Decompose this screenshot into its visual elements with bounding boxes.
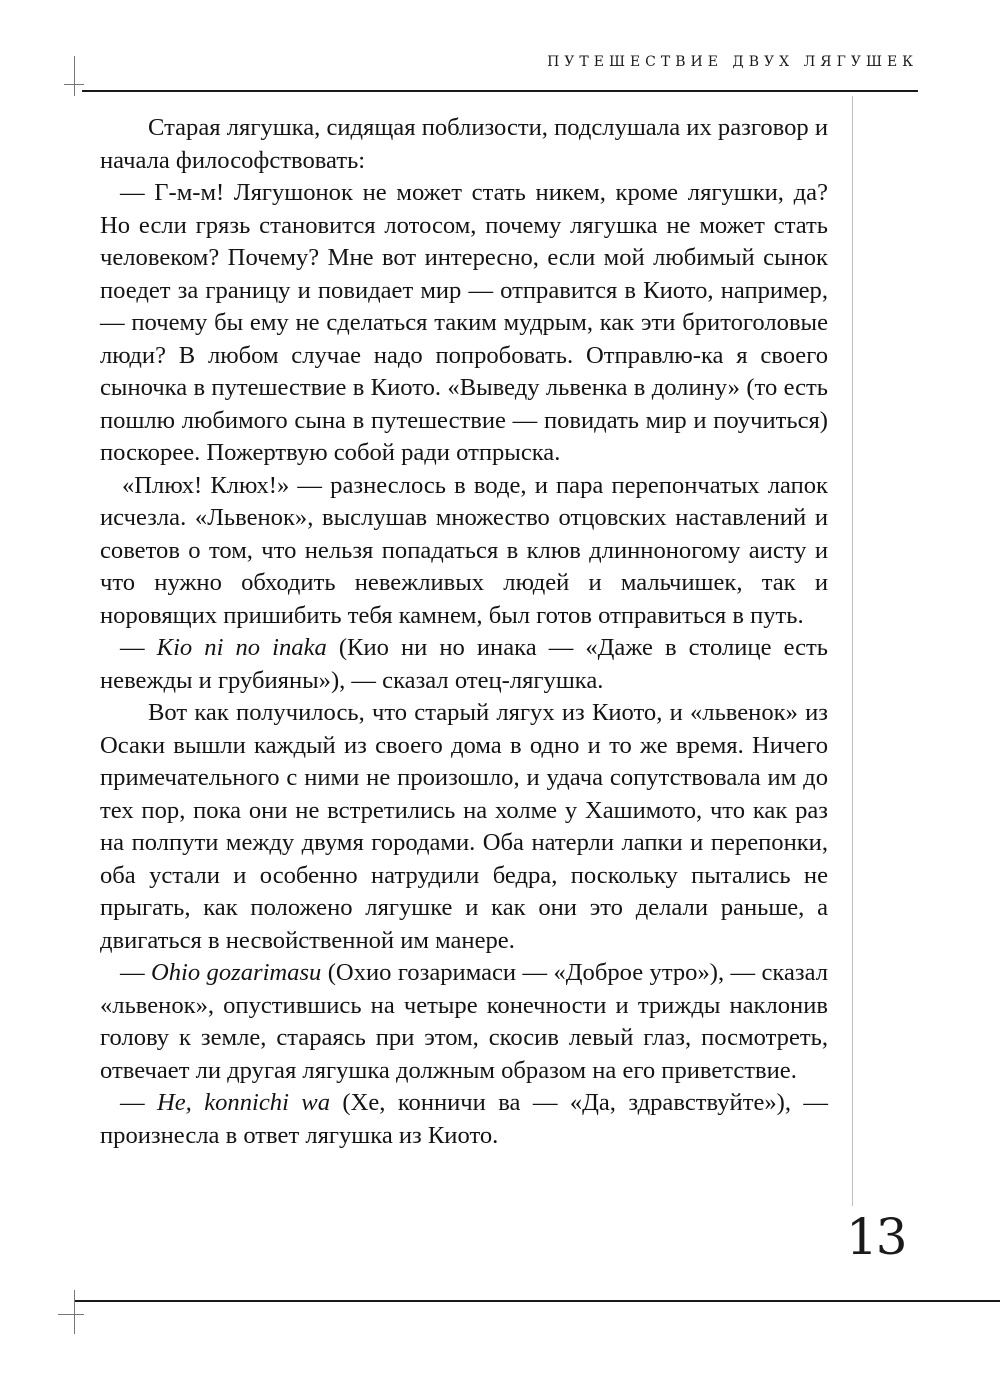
paragraph-7 (100, 1087, 828, 1152)
paragraph-4-rest: (Кио ни но инака — «Даже в столице есть невежды и грубияны»), — сказал отец-лягушка. (100, 634, 828, 694)
footer-rule (74, 1300, 1000, 1302)
paragraph-6-rest: (Охио гозаримаси — «Доброе утро»), — сказал «львенок», опустившись на четыре конечности и трижды наклонив голову к земле, стараясь при этом, скосив левый глаз, посмотреть, отвечает ли другая лягушка должным образом на его приветствие. (100, 959, 828, 1084)
paragraph-4 (100, 632, 828, 697)
paragraph-7-rest: (Хе, конничи ва — «Да, здравствуйте»), — произнесла в ответ лягушка из Киото. (100, 1089, 828, 1149)
paragraph-5: Вот как получилось, что старый лягух из Киото, и «львенок» из Осаки вышли каждый из своего дома в одно и то же время. Ничего примечательного с ними не произошло, и удача сопутствовала им до тех пор, пока они не встретились на холме у Хашимото, что как раз на полпути между двумя городами. Оба натерли лапки и перепонки, оба устали и особенно натрудили бедра, поскольку пытались не прыгать, как положено лягушке и как они это делали раньше, а двигаться в несвойственной им манере. (100, 699, 828, 954)
japanese-phrase: He, konnichi wa (157, 1089, 331, 1116)
page-number: 13 (846, 1208, 906, 1266)
body-text (100, 112, 828, 1152)
dash: — (120, 634, 157, 661)
paragraph-3: «Плюх! Клюх!» — разнеслось в воде, и пара перепончатых лапок исчезла. «Львенок», выслушав множество отцовских наставлений и советов о том, что нельзя попадаться в клюв длинноногому аисту и что нужно обходить невежливых людей и мальчишек, так и норовящих пришибить тебя камнем, был готов отправиться в путь. (100, 471, 828, 629)
japanese-phrase: Kio ni no inaka (156, 634, 327, 661)
crop-mark-bottom-horizontal (58, 1314, 84, 1315)
header-rule (82, 90, 918, 92)
dash: — (120, 959, 151, 986)
crop-mark-top-horizontal (64, 84, 84, 85)
paragraph-2: — Г-м-м! Лягушонок не может стать никем, кроме лягушки, да? Но если грязь становится лотосом, почему лягушка не может стать человеком? Почему? Мне вот интересно, если мой любимый сынок поедет за границу и повидает мир — отправится в Киото, например, — почему бы ему не сделаться таким мудрым, как эти бритоголовые люди? В любом случае надо попробовать. Отправлю-ка я своего сыночка в путешествие в Киото. «Выведу львенка в долину» (то есть пошлю любимого сына в путешествие — повидать мир и поучиться) поскорее. Пожертвую собой ради отпрыска. (100, 179, 828, 466)
paragraph-6 (100, 957, 828, 1087)
running-head: ПУТЕШЕСТВИЕ ДВУХ ЛЯГУШЕК (547, 54, 918, 70)
dash: — (120, 1089, 157, 1116)
crop-mark-bottom (74, 1290, 75, 1334)
margin-rule (852, 96, 853, 1206)
paragraph-1: Старая лягушка, сидящая поблизости, подслушала их разговор и начала философствовать: (100, 114, 828, 174)
japanese-phrase: Ohio gozarimasu (150, 959, 322, 986)
crop-mark-top (74, 56, 75, 96)
